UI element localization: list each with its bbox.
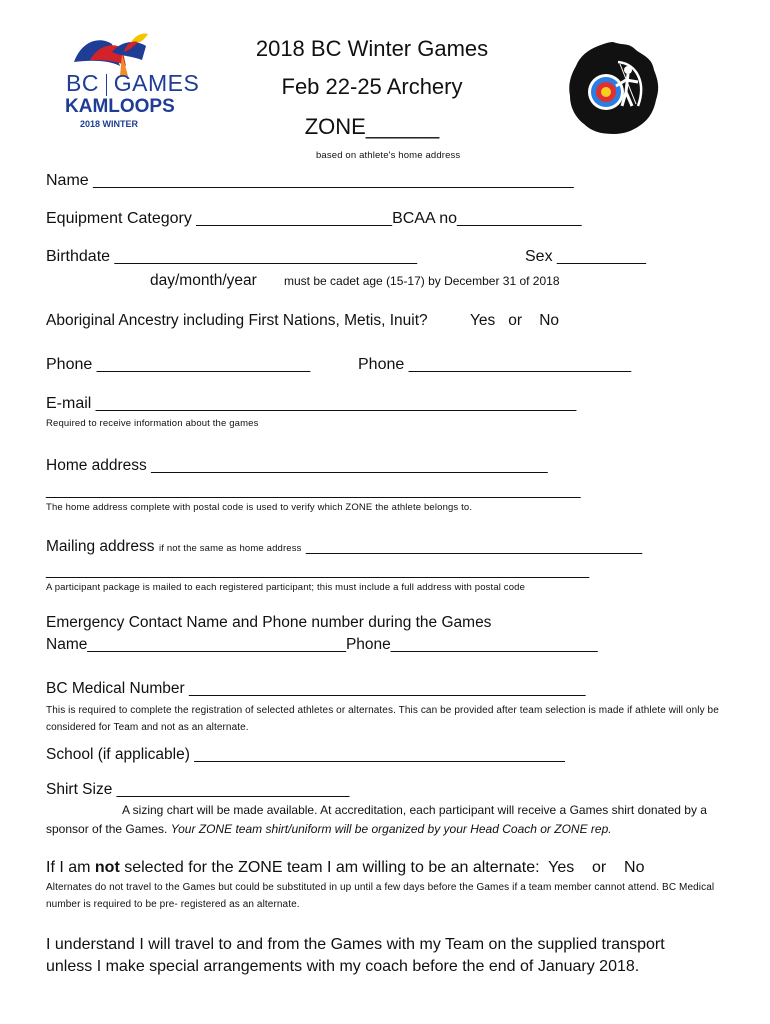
alternate-note: Alternates do not travel to the Games but could be substituted in up until a few days before the Games if a team member cannot attend. BC Medical number is required to be pre- registered as an alternate. [46,882,715,910]
email-field[interactable]: E-mail ______________________________________________________ [46,395,577,412]
date-format-label: day/month/year [150,272,257,289]
zone-note: based on athlete's home address [316,150,461,161]
bc-medical-note: This is required to complete the registration of selected athletes or alternates. This can be provided after team selection is made if athlete will only be considered for Team and not as an alternate. [46,705,719,733]
alternate-pre: If I am [46,859,95,876]
equipment-category-field[interactable]: Equipment Category ______________________BCAA no______________ [46,210,582,227]
cadet-age-note: must be cadet age (15-17) by December 31 of 2018 [284,274,560,288]
logo-city-text: KAMLOOPS [65,96,175,117]
mailing-address-note: A participant package is mailed to each registered participant; this must include a full address with postal code [46,582,526,593]
logo-bc-text: BC [66,70,99,96]
home-address-note: The home address complete with postal code is used to verify which ZONE the athlete belongs to. [46,502,473,513]
archer-target-icon [566,40,660,136]
shirt-note-plain: A sizing chart will be made available. At accreditation, each participant will receive a Games shirt donated by a sponsor of the Games. [46,803,707,836]
home-address-field[interactable]: Home address ______________________________________________ [46,457,548,474]
emergency-contact-field[interactable]: Name______________________________Phone________________________ [46,636,598,653]
alternate-bold: not [94,859,120,876]
shirt-note [46,801,736,839]
zone-field[interactable]: ZONE______ [304,114,440,139]
email-note: Required to receive information about the games [46,418,259,429]
bc-games-logo [60,30,200,130]
name-field[interactable]: Name ______________________________________________________ [46,172,574,189]
mailing-address-line[interactable]: _______________________________________ [305,538,643,555]
phone-field-2[interactable]: Phone _________________________ [358,356,632,373]
alternate-question[interactable] [46,859,644,877]
mailing-address-line2[interactable]: _______________________________________________________________ [46,562,590,579]
aboriginal-question: Aboriginal Ancestry including First Nations, Metis, Inuit? [46,312,428,329]
travel-statement: I understand I will travel to and from the Games with my Team on the supplied transport unless I make special arrangements with my coach before the end of January 2018. [46,936,665,975]
logo-games-text: GAMES [113,70,200,96]
mailing-address-small: if not the same as home address [159,543,302,554]
mailing-address-label: Mailing address [46,538,155,555]
page-title: 2018 BC Winter Games [255,36,489,61]
alternate-post: selected for the ZONE team I am willing to be an alternate: Yes or No [119,859,645,876]
shirt-size-field[interactable]: Shirt Size ___________________________ [46,781,350,798]
birthdate-field[interactable]: Birthdate __________________________________ [46,248,418,265]
school-field[interactable]: School (if applicable) ___________________________________________ [46,746,565,763]
aboriginal-options[interactable]: Yes or No [470,312,560,329]
bc-medical-field[interactable]: BC Medical Number ______________________________________________ [46,680,586,697]
home-address-line2[interactable]: ______________________________________________________________ [46,482,581,499]
page-subtitle: Feb 22-25 Archery [281,74,463,99]
logo-edition-text: 2018 WINTER [80,119,139,129]
mailing-address-row[interactable] [46,538,642,556]
emergency-contact-title: Emergency Contact Name and Phone number during the Games [46,614,492,631]
shirt-note-italic: Your ZONE team shirt/uniform will be organized by your Head Coach or ZONE rep. [170,822,612,836]
phone-field-1[interactable]: Phone ________________________ [46,356,311,373]
sex-field[interactable]: Sex __________ [525,248,646,265]
